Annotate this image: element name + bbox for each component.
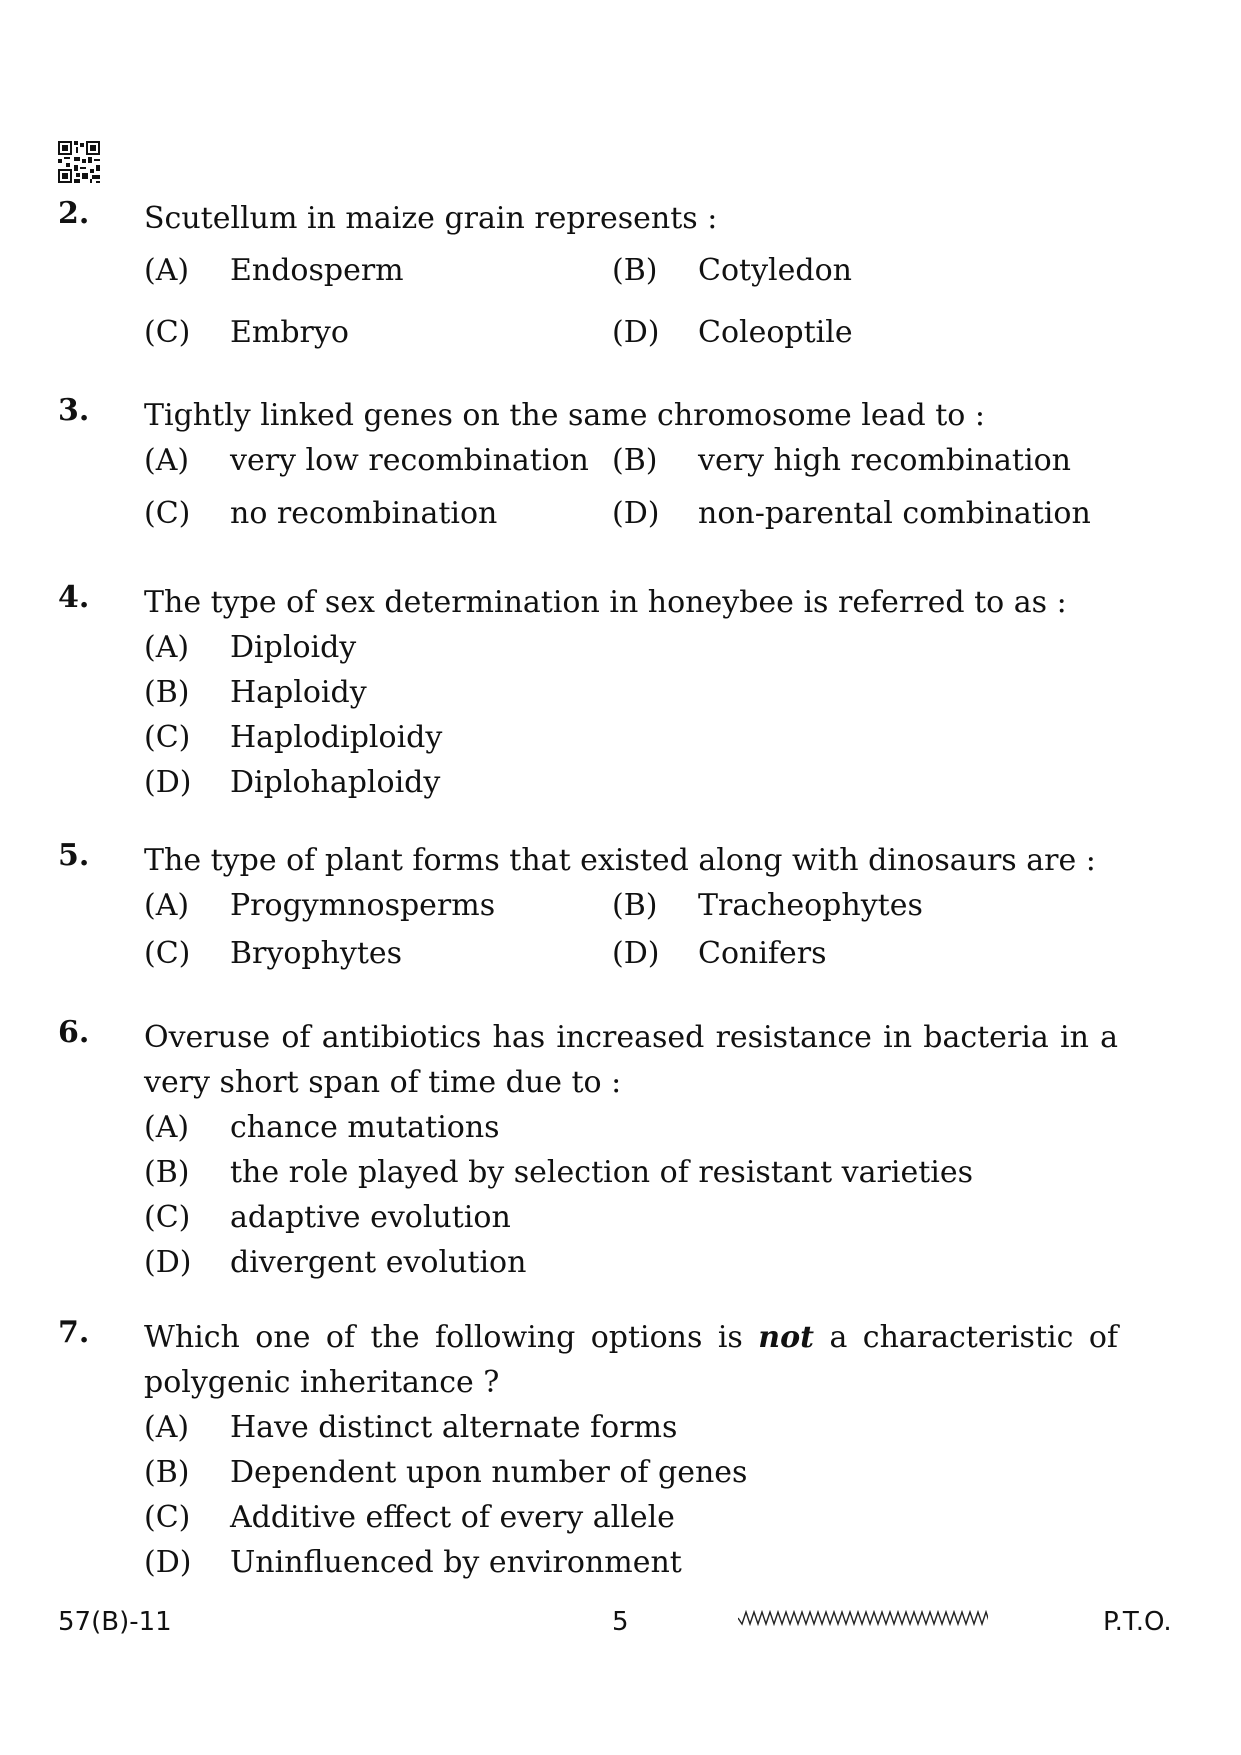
option-b bbox=[144, 670, 1118, 715]
option-b bbox=[612, 443, 1071, 478]
option-a bbox=[144, 888, 495, 923]
option-text: adaptive evolution bbox=[230, 1200, 511, 1235]
option-c bbox=[144, 1195, 1118, 1240]
option-label: (B) bbox=[144, 675, 190, 710]
question-2 bbox=[58, 196, 1118, 361]
option-d bbox=[612, 496, 1091, 531]
option-text: Endosperm bbox=[230, 253, 404, 288]
question-text bbox=[144, 1315, 1118, 1405]
option-a bbox=[144, 443, 589, 478]
question-6 bbox=[58, 1015, 1118, 1285]
option-label: (D) bbox=[612, 936, 660, 971]
question-text: Overuse of antibiotics has increased resistance in bacteria in a very short span of time due to : bbox=[144, 1020, 1118, 1100]
option-a bbox=[144, 1405, 1118, 1450]
option-text: very low recombination bbox=[230, 443, 589, 478]
option-label: (B) bbox=[144, 1155, 190, 1190]
option-text: Bryophytes bbox=[230, 936, 403, 971]
option-a bbox=[144, 253, 404, 288]
option-label: (D) bbox=[144, 765, 192, 800]
question-number: 5. bbox=[58, 838, 90, 873]
option-label: (D) bbox=[612, 496, 660, 531]
option-label: (A) bbox=[144, 1110, 190, 1145]
option-label: (C) bbox=[144, 1500, 191, 1535]
option-text: non-parental combination bbox=[698, 496, 1091, 531]
option-label: (D) bbox=[144, 1545, 192, 1580]
options-grid bbox=[144, 241, 1118, 361]
wavy-line-icon bbox=[738, 1610, 988, 1626]
options-list bbox=[144, 1405, 1118, 1585]
question-5 bbox=[58, 838, 1118, 983]
question-3 bbox=[58, 393, 1118, 538]
options-list bbox=[144, 1105, 1118, 1285]
option-label: (D) bbox=[612, 315, 660, 350]
option-d bbox=[144, 760, 1118, 805]
question-number: 4. bbox=[58, 580, 90, 615]
pto-label: P.T.O. bbox=[1103, 1607, 1172, 1637]
option-text: Additive effect of every allele bbox=[230, 1500, 675, 1535]
option-text: Dependent upon number of genes bbox=[230, 1455, 748, 1490]
option-label: (D) bbox=[144, 1245, 192, 1280]
option-text: Tracheophytes bbox=[698, 888, 923, 923]
option-label: (B) bbox=[144, 1455, 190, 1490]
question-text-start: Which one of the following options is bbox=[144, 1320, 743, 1355]
option-text: Diploidy bbox=[230, 630, 357, 665]
option-text: Embryo bbox=[230, 315, 349, 350]
option-text: chance mutations bbox=[230, 1110, 500, 1145]
option-text: no recombination bbox=[230, 496, 498, 531]
option-a bbox=[144, 625, 1118, 670]
question-text: Scutellum in maize grain represents : bbox=[144, 201, 718, 236]
option-b bbox=[612, 253, 852, 288]
option-label: (A) bbox=[144, 630, 190, 665]
page-number: 5 bbox=[612, 1607, 629, 1637]
option-label: (B) bbox=[612, 888, 658, 923]
option-label: (C) bbox=[144, 936, 191, 971]
question-text: Tightly linked genes on the same chromosome lead to : bbox=[144, 398, 985, 433]
option-label: (A) bbox=[144, 888, 190, 923]
option-label: (A) bbox=[144, 443, 190, 478]
option-d bbox=[144, 1240, 1118, 1285]
question-number: 6. bbox=[58, 1015, 90, 1050]
option-text: Coleoptile bbox=[698, 315, 853, 350]
option-text: the role played by selection of resistant varieties bbox=[230, 1155, 973, 1190]
qr-code-icon bbox=[58, 141, 100, 183]
option-d bbox=[612, 315, 853, 350]
options-grid bbox=[144, 883, 1118, 983]
option-b bbox=[144, 1450, 1118, 1495]
options-list bbox=[144, 625, 1118, 805]
option-b bbox=[612, 888, 923, 923]
option-c bbox=[144, 496, 497, 531]
option-label: (C) bbox=[144, 720, 191, 755]
option-text: divergent evolution bbox=[230, 1245, 527, 1280]
option-c bbox=[144, 715, 1118, 760]
option-text: Progymnosperms bbox=[230, 888, 496, 923]
option-text: Cotyledon bbox=[698, 253, 852, 288]
question-number: 7. bbox=[58, 1315, 90, 1350]
option-b bbox=[144, 1150, 1118, 1195]
option-c bbox=[144, 936, 402, 971]
option-d bbox=[612, 936, 827, 971]
option-label: (B) bbox=[612, 253, 658, 288]
option-text: Have distinct alternate forms bbox=[230, 1410, 678, 1445]
option-label: (A) bbox=[144, 1410, 190, 1445]
option-label: (C) bbox=[144, 315, 191, 350]
question-text-end: a characteristic of polygenic inheritance ? bbox=[144, 1320, 1118, 1400]
question-number: 3. bbox=[58, 393, 90, 428]
option-text: Uninfluenced by environment bbox=[230, 1545, 682, 1580]
question-text: The type of plant forms that existed along with dinosaurs are : bbox=[144, 843, 1096, 878]
option-text: Conifers bbox=[698, 936, 827, 971]
footer-code: 57(B)-11 bbox=[58, 1607, 172, 1637]
option-text: very high recombination bbox=[698, 443, 1071, 478]
question-text: The type of sex determination in honeybee is referred to as : bbox=[144, 585, 1067, 620]
option-label: (A) bbox=[144, 253, 190, 288]
question-number: 2. bbox=[58, 196, 90, 231]
option-text: Diplohaploidy bbox=[230, 765, 441, 800]
option-d bbox=[144, 1540, 1118, 1585]
option-c bbox=[144, 1495, 1118, 1540]
option-a bbox=[144, 1105, 1118, 1150]
option-label: (C) bbox=[144, 496, 191, 531]
option-label: (C) bbox=[144, 1200, 191, 1235]
question-4 bbox=[58, 580, 1118, 805]
question-text-emphasis: not bbox=[758, 1320, 814, 1355]
option-text: Haplodiploidy bbox=[230, 720, 443, 755]
options-grid bbox=[144, 438, 1118, 538]
option-c bbox=[144, 315, 349, 350]
option-label: (B) bbox=[612, 443, 658, 478]
option-text: Haploidy bbox=[230, 675, 367, 710]
question-7 bbox=[58, 1315, 1118, 1585]
